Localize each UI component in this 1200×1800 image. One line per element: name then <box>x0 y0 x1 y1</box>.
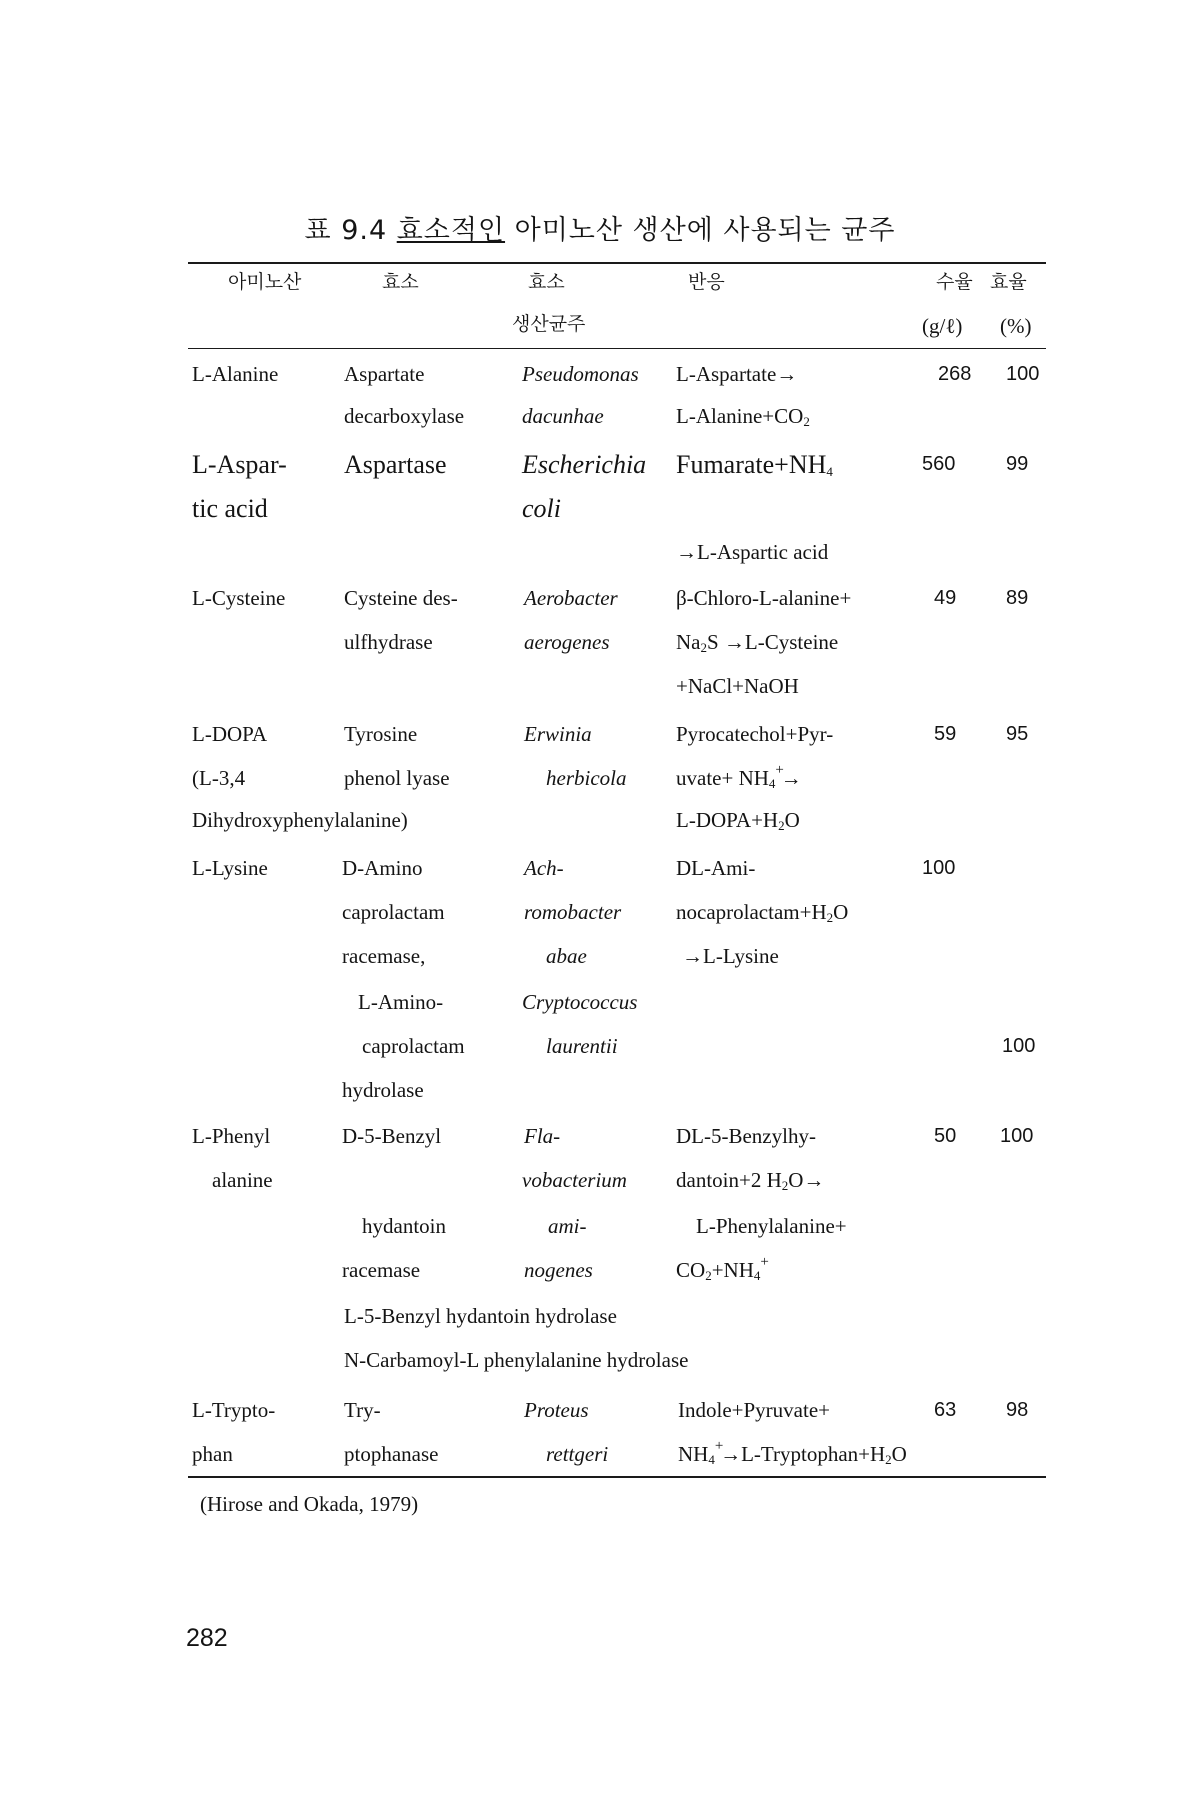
organism: romobacter <box>524 900 622 924</box>
enzyme: phenol lyase <box>344 766 450 790</box>
header-reaction: 반응 <box>688 271 725 293</box>
enzyme: Try- <box>344 1398 381 1422</box>
enzyme: L-Amino- <box>358 990 444 1014</box>
amino-acid: (L-3,4 <box>192 766 246 790</box>
organism: Cryptococcus <box>522 990 638 1014</box>
amino-acid: alanine <box>212 1168 273 1192</box>
reaction: dantoin+2 $H_2O\to$ <box>676 1168 825 1193</box>
amino-acid: L-Aspar- <box>192 450 287 479</box>
header-efficiency: 효율 <box>990 271 1027 293</box>
reaction: →L-Aspartic acid <box>676 540 829 564</box>
page-number: 282 <box>186 1624 228 1652</box>
amino-acid: L-Alanine <box>192 362 279 386</box>
enzyme: racemase <box>342 1258 421 1282</box>
yield-value: 59 <box>934 723 957 745</box>
reaction: +NaCl+NaOH <box>676 674 799 698</box>
amino-acid: L-Cysteine <box>192 586 286 610</box>
enzyme: hydantoin <box>362 1214 446 1238</box>
reaction: $nocaprolactam+H_2O$ <box>676 900 849 925</box>
reaction: Pyrocatechol+Pyr- <box>676 722 834 746</box>
organism: vobacterium <box>522 1168 627 1192</box>
bottom-rule <box>188 1476 1046 1478</box>
reaction: $NH_4$ $\to L-Tryptophan+H_2O$ <box>678 1442 907 1467</box>
amino-acid: L-DOPA <box>192 722 268 746</box>
organism: ami- <box>548 1214 587 1238</box>
reaction: $L-DOPA+H_2O$ <box>676 808 800 833</box>
yield-value: 63 <box>934 1399 957 1421</box>
organism: dacunhae <box>522 404 604 428</box>
efficiency-value: 100 <box>1000 1125 1034 1147</box>
title-emphasis: 효소적인 <box>396 215 506 246</box>
organism: Pseudomonas <box>522 362 639 386</box>
table-title: 표 9.4 효소적인 아미노산 생산에 사용되는 균주 <box>304 215 896 246</box>
organism: Aerobacter <box>524 586 618 610</box>
enzyme: decarboxylase <box>344 404 465 428</box>
reaction: DL-Ami- <box>676 856 756 880</box>
organism: Ach- <box>524 856 564 880</box>
reaction: $L-Alanine+CO_2$ <box>676 404 810 429</box>
reaction: $Fumarate+NH_4$ <box>676 450 833 479</box>
enzyme: Aspartase <box>344 450 447 479</box>
header-efficiency-unit: (%) <box>1000 314 1032 338</box>
header-amino-acid: 아미노산 <box>228 271 302 293</box>
amino-acid: Dihydroxyphenylalanine) <box>192 808 408 832</box>
enzyme: D-5-Benzyl <box>342 1124 442 1148</box>
enzyme: ptophanase <box>344 1442 439 1466</box>
top-rule <box>188 262 1046 264</box>
enzyme: Tyrosine <box>344 722 418 746</box>
organism: aerogenes <box>524 630 610 654</box>
organism: abae <box>546 944 587 968</box>
efficiency-value: 95 <box>1006 723 1029 745</box>
yield-value: 268 <box>938 363 972 385</box>
yield-value: 100 <box>922 857 956 879</box>
organism: herbicola <box>546 766 627 790</box>
enzyme: Cysteine des- <box>344 586 458 610</box>
reaction: →L-Lysine <box>682 944 779 968</box>
yield-value: 49 <box>934 587 957 609</box>
enzyme: D-Amino <box>342 856 423 880</box>
header-enzyme: 효소 <box>382 271 419 293</box>
yield-value: 50 <box>934 1125 957 1147</box>
amino-acid: L-Trypto- <box>192 1398 276 1422</box>
reaction: DL-5-Benzylhy- <box>676 1124 816 1148</box>
header-yield: 수율 <box>936 271 973 293</box>
amino-acid: phan <box>192 1442 233 1466</box>
reaction: L-Aspartate→ <box>676 362 798 386</box>
amino-acid: L-Lysine <box>192 856 268 880</box>
enzyme: ulfhydrase <box>344 630 433 654</box>
efficiency-value: 100 <box>1006 363 1040 385</box>
reaction: L-Phenylalanine+ <box>696 1214 847 1238</box>
organism: laurentii <box>546 1034 618 1058</box>
organism: Proteus <box>524 1398 589 1422</box>
amino-acid: tic acid <box>192 494 268 523</box>
efficiency-value: 98 <box>1006 1399 1029 1421</box>
organism: coli <box>522 494 561 523</box>
enzyme: L-5-Benzyl hydantoin hydrolase <box>344 1304 617 1328</box>
header-rule <box>188 348 1046 349</box>
header-strain-line1: 효소 <box>528 271 565 293</box>
source-citation: (Hirose and Okada, 1979) <box>200 1492 419 1516</box>
reaction: $CO_2+NH_4$ <box>676 1258 761 1283</box>
yield-value: 560 <box>922 453 956 475</box>
amino-acid: L-Phenyl <box>192 1124 271 1148</box>
efficiency-value: 89 <box>1006 587 1029 609</box>
enzyme: Aspartate <box>344 362 425 386</box>
enzyme: caprolactam <box>342 900 445 924</box>
header-strain-line2: 생산균주 <box>512 313 586 335</box>
efficiency-value: 100 <box>1002 1035 1036 1057</box>
reaction: Indole+Pyruvate+ <box>678 1398 830 1422</box>
reaction: uvate+ $NH_4$ → <box>676 766 802 791</box>
organism: Fla- <box>524 1124 561 1148</box>
enzyme: hydrolase <box>342 1078 424 1102</box>
reaction: β-Chloro-L-alanine+ <box>676 586 852 610</box>
enzyme: racemase, <box>342 944 426 968</box>
enzyme: caprolactam <box>362 1034 465 1058</box>
organism: rettgeri <box>546 1442 609 1466</box>
organism: Escherichia <box>522 450 647 479</box>
organism: Erwinia <box>524 722 592 746</box>
header-yield-unit: (g/ℓ) <box>922 314 963 338</box>
enzyme: N-Carbamoyl-L phenylalanine hydrolase <box>344 1348 689 1372</box>
efficiency-value: 99 <box>1006 453 1029 475</box>
organism: nogenes <box>524 1258 593 1282</box>
reaction: $Na_2S$ →L-Cysteine <box>676 630 839 655</box>
